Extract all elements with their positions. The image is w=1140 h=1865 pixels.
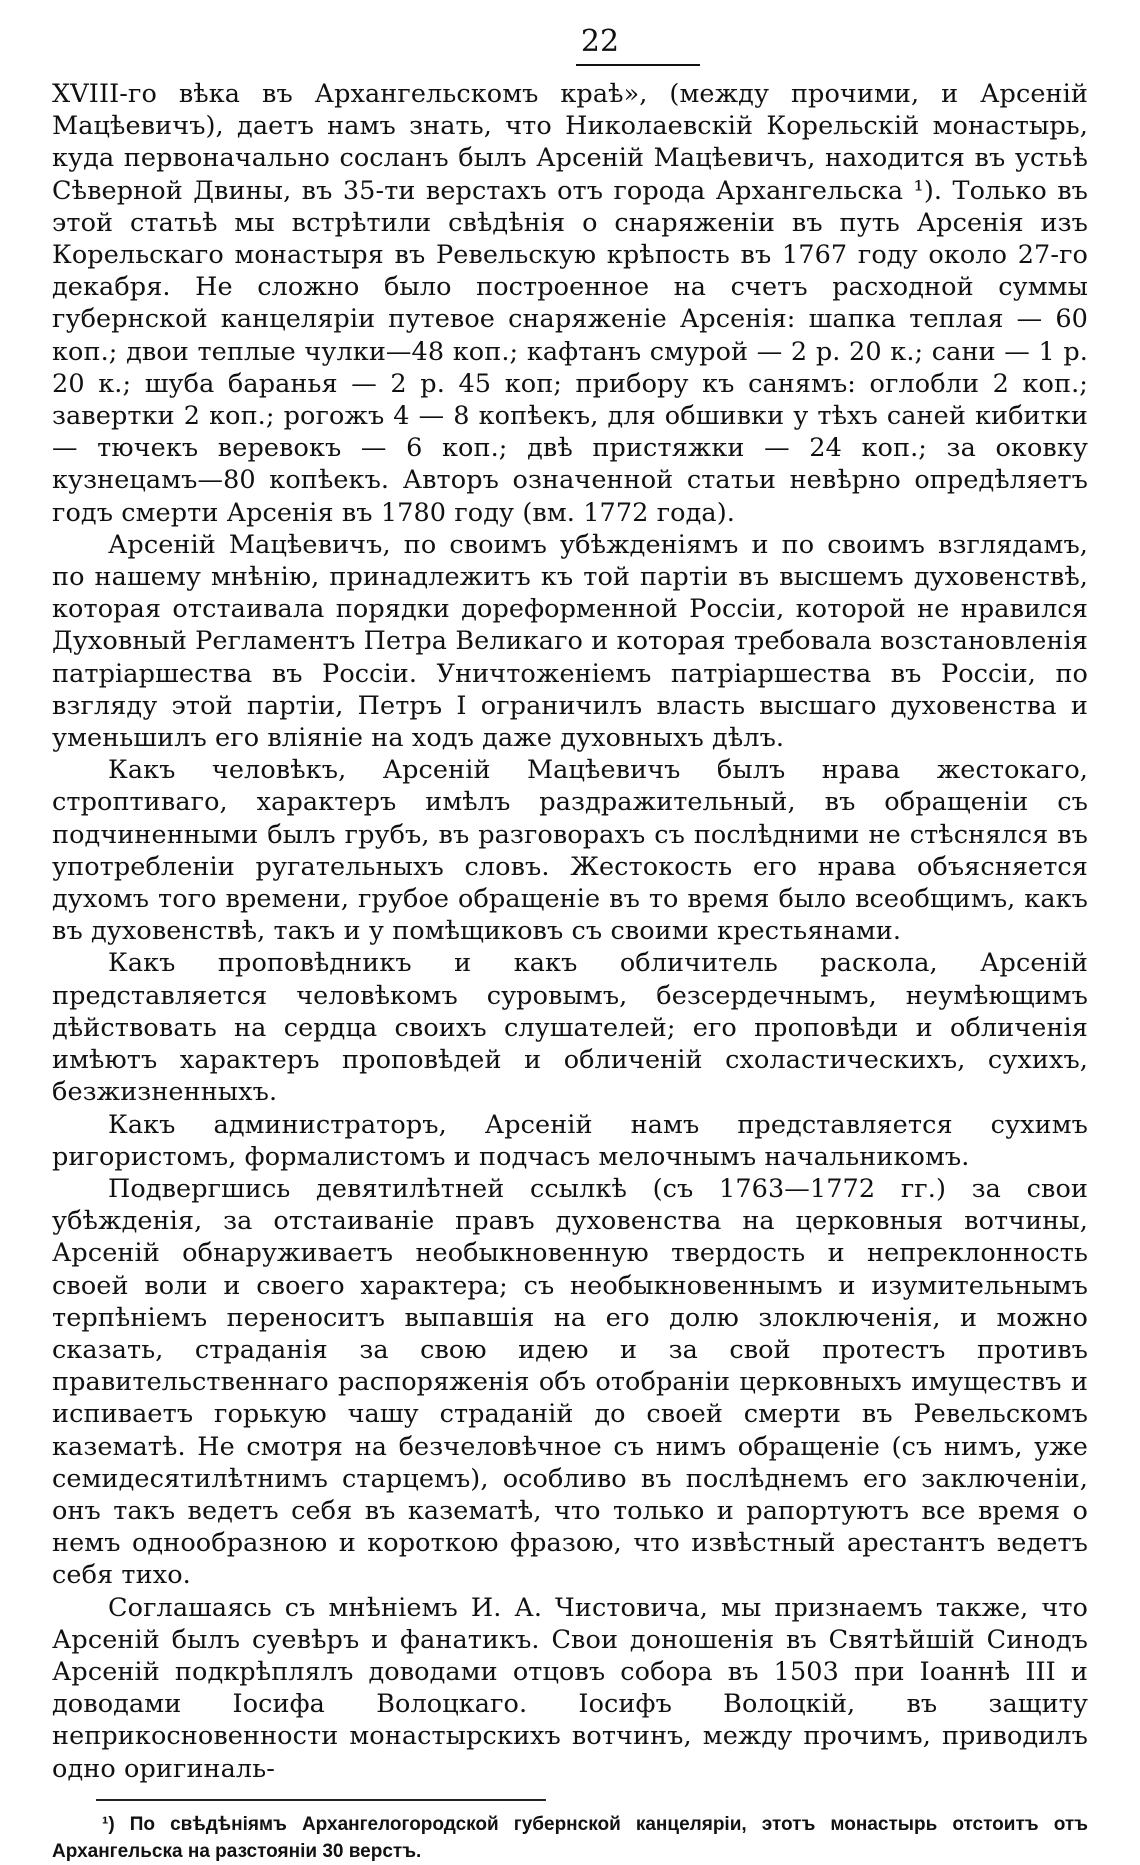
footnote (52, 1811, 1088, 1865)
paragraph-2: Арсеній Мацѣевичъ, по своимъ убѣжденіямъ и по своимъ взглядамъ, по нашему мнѣнію, принадлежитъ къ той партіи въ высшемъ духовенствѣ, которая отстаивала порядки дореформенной Россіи, которой не нравился Духовный Регламентъ Петра Великаго и которая требовала возстановленія патріаршества въ Россіи. Уничтоженіемъ патріаршества въ Россіи, по взгляду этой партіи, Петръ I ограничилъ власть высшаго духовенства и уменьшилъ его вліяніе на ходъ даже духовныхъ дѣлъ. (52, 529, 1088, 754)
document-page (52, 22, 1088, 1865)
paragraph-4: Какъ проповѣдникъ и какъ обличитель раскола, Арсеній представляется человѣкомъ суровымъ, безсердечнымъ, неумѣющимъ дѣйствовать на сердца своихъ слушателей; его проповѣди и обличенія имѣютъ характеръ проповѣдей и обличеній схоластическихъ, сухихъ, безжизненныхъ. (52, 948, 1088, 1108)
page-number-rule (576, 64, 700, 66)
page-number: 22 (580, 24, 620, 59)
paragraph-5: Какъ администраторъ, Арсеній намъ представляется сухимъ ригористомъ, формалистомъ и подчасъ мелочнымъ начальникомъ. (52, 1109, 1088, 1172)
paragraph-3: Какъ человѣкъ, Арсеній Мацѣевичъ былъ нрава жестокаго, строптиваго, характеръ имѣлъ раздражительный, въ обращеніи съ подчиненными былъ грубъ, въ разговорахъ съ послѣдними не стѣснялся въ употребленіи ругательныхъ словъ. Жестокость его нрава объясняется духомъ того времени, грубое обращеніе въ то время было всеобщимъ, какъ въ духовенствѣ, такъ и у помѣщиковъ съ своими крестьянами. (52, 755, 1088, 947)
footnote-divider (96, 1799, 546, 1801)
paragraph-6: Подвергшись девятилѣтней ссылкѣ (съ 1763—1772 гг.) за свои убѣжденія, за отстаиваніе правъ духовенства на церковныя вотчины, Арсеній обнаруживаетъ необыкновенную твердость и непреклонность своей воли и своего характера; съ необыкновеннымъ и изумительнымъ терпѣніемъ переноситъ выпавшія на его долю злоключенія, и можно сказать, страданія за свою идею и за свой протестъ противъ правительственнаго распоряженія объ отобраніи церковныхъ имуществъ и испиваетъ горькую чашу страданій до своей смерти въ Ревельскомъ казематѣ. Не смотря на безчеловѣчное съ нимъ обращеніе (съ нимъ, уже семидесятилѣтнимъ старцемъ), особливо въ послѣднемъ его заключеніи, онъ такъ ведетъ себя въ казематѣ, что только и рапортуютъ все время о немъ однообразною и короткою фразою, что извѣстный арестантъ ведетъ себя тихо. (52, 1173, 1088, 1591)
footnote-text: ¹) По свѣдѣніямъ Архангелогородской губернской канцеляріи, этотъ монастырь отстоитъ отъ Архангельска на разстояніи 30 верстъ. (52, 1813, 1088, 1862)
paragraph-7: Соглашаясь съ мнѣніемъ И. А. Чистовича, мы признаемъ также, что Арсеній былъ суевѣръ и фанатикъ. Свои доношенія въ Святѣйшій Синодъ Арсеній подкрѣплялъ доводами отцовъ собора въ 1503 при Іоаннѣ III и доводами Іосифа Волоцкаго. Іосифъ Волоцкій, въ защиту неприкосновенности монастырскихъ вотчинъ, между прочимъ, приводилъ одно оригиналь- (52, 1592, 1088, 1784)
paragraph-1: XVIII-го вѣка въ Архангельскомъ краѣ», (между прочими, и Арсеній Мацѣевичъ), даетъ намъ знать, что Николаевскій Корельскій монастырь, куда первоначально сосланъ былъ Арсеній Мацѣевичъ, находится въ устьѣ Сѣверной Двины, въ 35-ти верстахъ отъ города Архангельска ¹). Только въ этой статьѣ мы встрѣтили свѣдѣнія о снаряженіи въ путь Арсенія изъ Корельскаго монастыря въ Ревельскую крѣпость въ 1767 году около 27-го декабря. Не сложно было построенное на счетъ расходной суммы губернской канцеляріи путевое снаряженіе Арсенія: шапка теплая — 60 коп.; двои теплые чулки—48 коп.; кафтанъ смурой — 2 р. 20 к.; сани — 1 р. 20 к.; шуба баранья — 2 р. 45 коп; прибору къ санямъ: оглобли 2 коп.; завертки 2 коп.; рогожъ 4 — 8 копѣекъ, для обшивки у тѣхъ саней кибитки — тючекъ веревокъ — 6 коп.; двѣ пристяжки — 24 коп.; за оковку кузнецамъ—80 копѣекъ. Авторъ означенной статьи невѣрно опредѣляетъ годъ смерти Арсенія въ 1780 году (вм. 1772 года). (52, 79, 1088, 528)
